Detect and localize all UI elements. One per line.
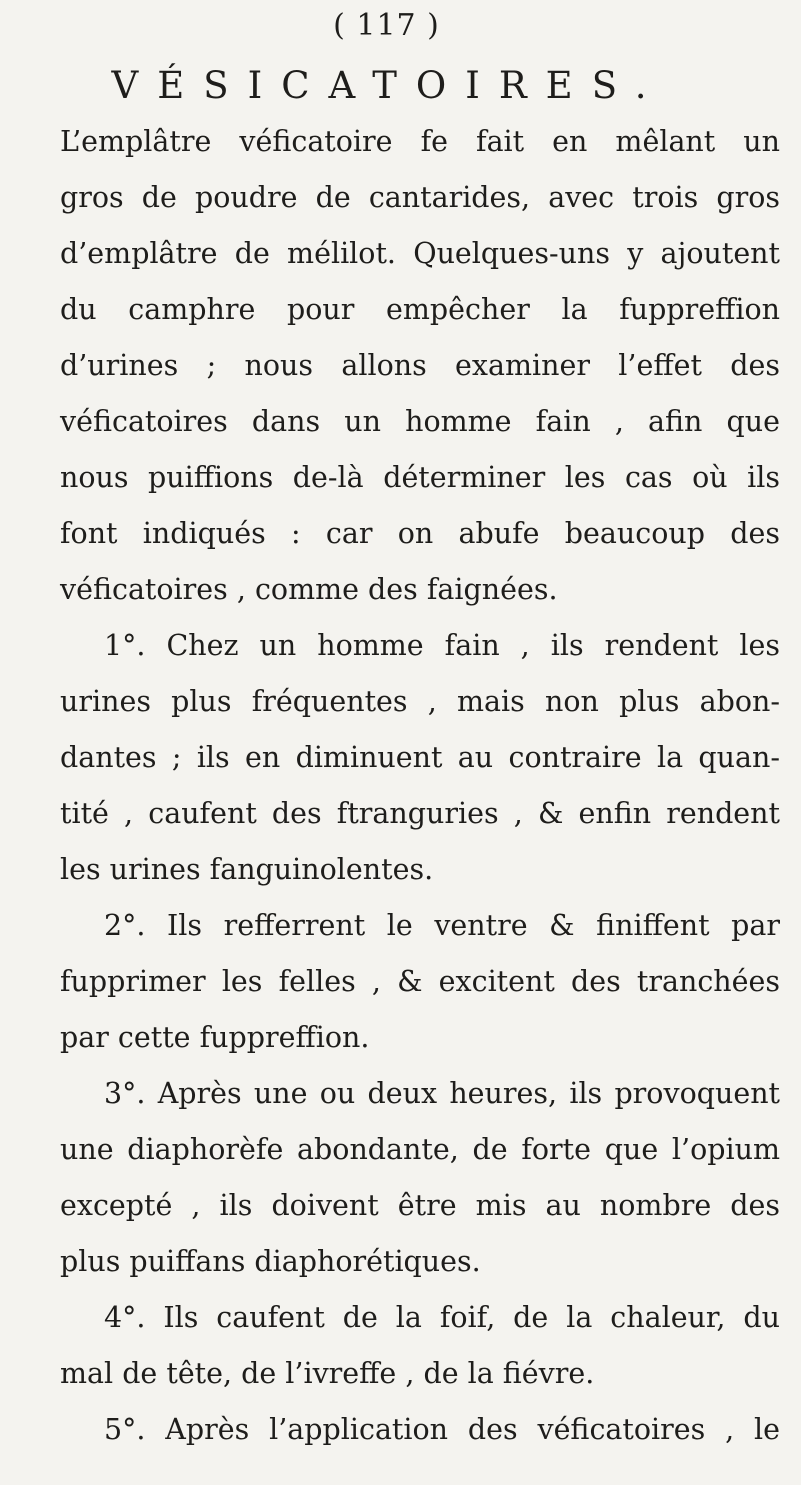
text-line: par cette fuppreffion. — [60, 1021, 370, 1054]
text-line: d’urines ; nous allons examiner l’effet des — [60, 349, 780, 382]
text-line: nous puiffions de-là déterminer les cas où ils — [60, 461, 780, 494]
text-line: excepté , ils doivent être mis au nombre des — [60, 1189, 780, 1222]
text-line: urines plus fréquentes , mais non plus abon- — [60, 685, 780, 718]
text-line: gros de poudre de cantarides, avec trois gros — [60, 181, 780, 214]
section-heading: VÉSICATOIRES. — [111, 64, 666, 107]
text-line: tité , caufent des ftranguries , & enfin rendent — [60, 797, 780, 830]
text-line: les urines fanguinolentes. — [60, 853, 434, 886]
text-line: 3°. Après une ou deux heures, ils provoquent — [104, 1077, 780, 1110]
text-line: 1°. Chez un homme fain , ils rendent les — [104, 629, 780, 662]
text-line: mal de tête, de l’ivreffe , de la fiévre. — [60, 1357, 595, 1390]
text-line: véficatoires , comme des faignées. — [60, 573, 558, 606]
text-line: L’emplâtre véficatoire fe fait en mêlant un — [60, 125, 780, 158]
text-line: une diaphorèfe abondante, de forte que l’opium — [60, 1133, 780, 1166]
body-text — [60, 114, 780, 1458]
page-number: ( 117 ) — [333, 8, 440, 43]
text-line: font indiqués : car on abufe beaucoup des — [60, 517, 780, 550]
text-line: d’emplâtre de mélilot. Quelques-uns y ajoutent — [60, 237, 780, 270]
text-line: fupprimer les felles , & excitent des tranchées — [60, 965, 780, 998]
text-line: dantes ; ils en diminuent au contraire la quan- — [60, 741, 780, 774]
text-line: plus puiffans diaphorétiques. — [60, 1245, 481, 1278]
text-line: du camphre pour empêcher la fuppreffion — [60, 293, 780, 326]
text-line: 4°. Ils caufent de la foif, de la chaleur, du — [104, 1301, 780, 1334]
text-line: 5°. Après l’application des véficatoires , le — [104, 1413, 780, 1446]
text-line: véficatoires dans un homme fain , afin que — [60, 405, 780, 438]
text-line: 2°. Ils refferrent le ventre & finiffent par — [104, 909, 780, 942]
